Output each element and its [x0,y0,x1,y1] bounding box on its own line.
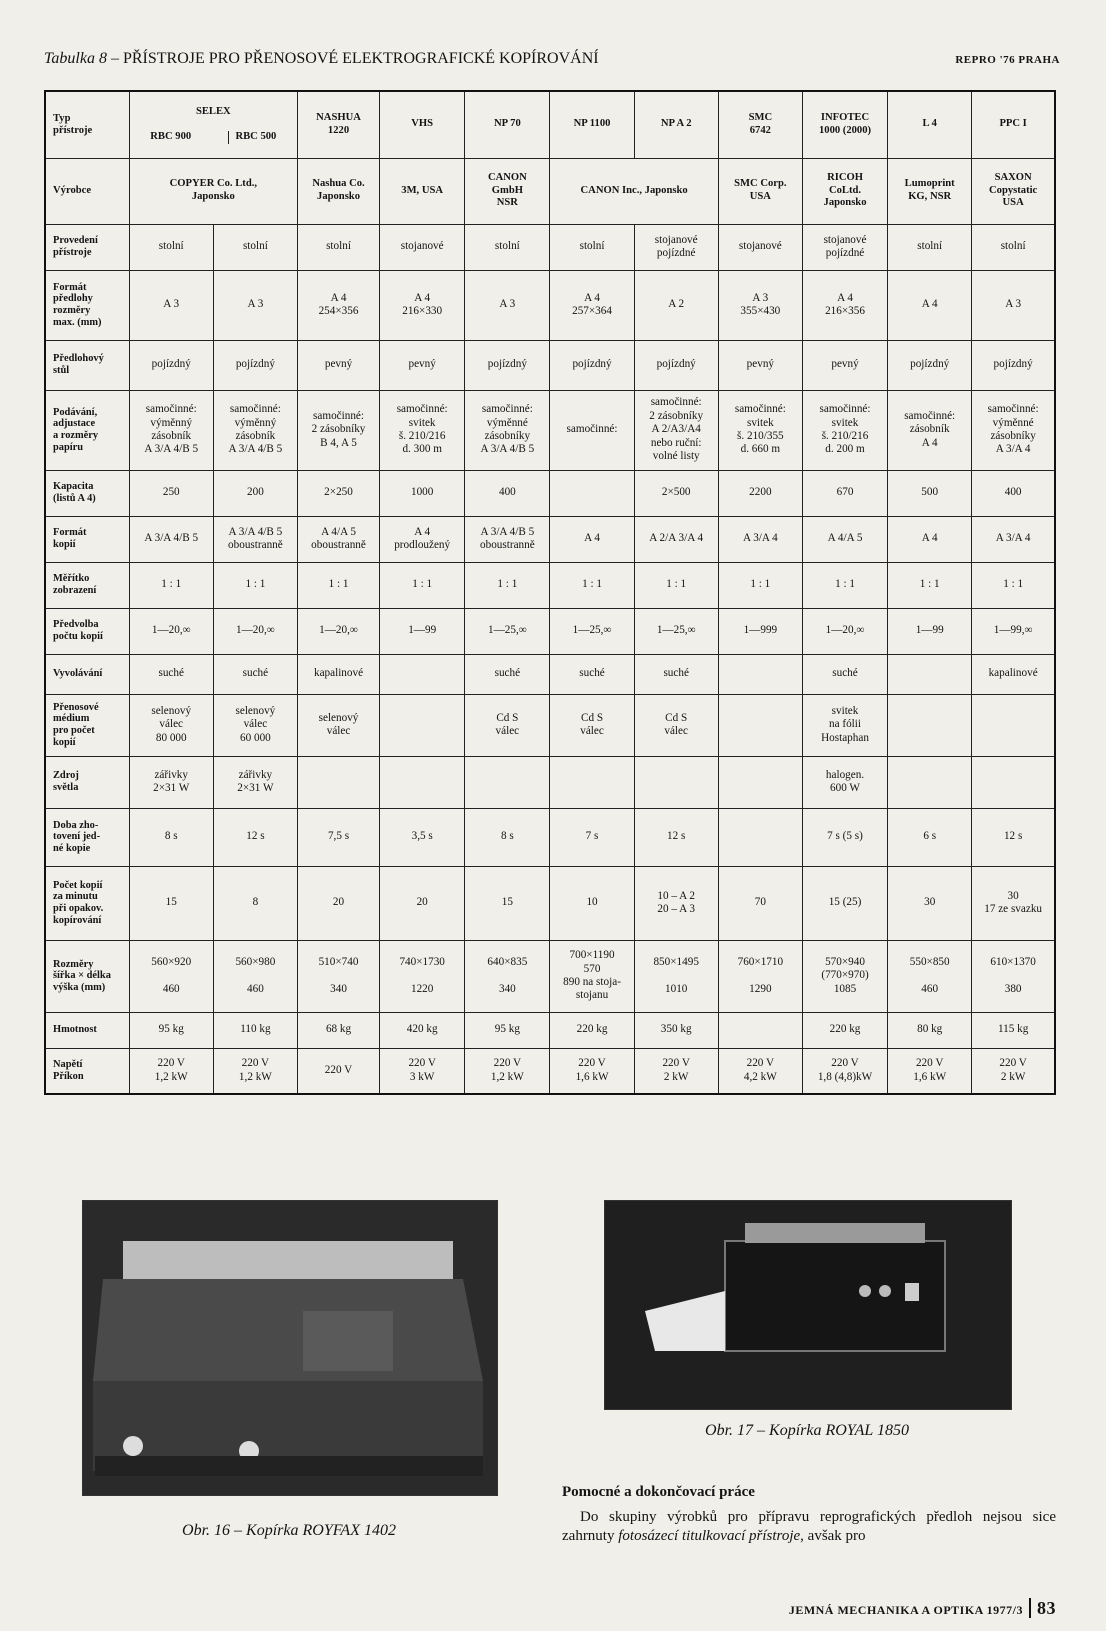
spec-cell [972,756,1055,808]
spec-cell: pojízdný [634,340,718,390]
spec-cell: A 3 [465,270,550,340]
spec-cell: 12 s [972,808,1055,866]
maker-cell: Lumoprint KG, NSR [888,158,972,224]
spec-cell: selenový válec [297,694,379,756]
spec-cell: 10 – A 2 20 – A 3 [634,866,718,940]
spec-cell: 500 [888,470,972,516]
photo-royfax-1402 [82,1200,498,1496]
spec-cell: selenový válec 60 000 [213,694,297,756]
spec-cell: A 4 216×330 [380,270,465,340]
spec-cell: A 3/A 4/B 5 oboustranně [213,516,297,562]
spec-cell [718,1012,802,1048]
spec-cell: samočinné: [550,390,634,470]
page-number: 83 [1029,1598,1056,1618]
spec-cell: suché [802,654,887,694]
caption-lead: Tabulka 8 – [44,50,119,67]
row-label: Měřítko zobrazení [45,562,129,608]
spec-cell: 560×920 460 [129,940,213,1012]
spec-cell: suché [213,654,297,694]
spec-cell: 8 [213,866,297,940]
spec-cell: pojízdný [213,340,297,390]
figure-17-caption: Obr. 17 – Kopírka ROYAL 1850 [705,1422,909,1439]
spec-cell [634,756,718,808]
spec-cell: A 4 prodloužený [380,516,465,562]
spec-cell: 110 kg [213,1012,297,1048]
type-selex [129,91,297,158]
maker-cell: COPYER Co. Ltd., Japonsko [129,158,297,224]
spec-cell: samočinné: svitek š. 210/216 d. 200 m [802,390,887,470]
spec-cell [718,654,802,694]
type-cell: NASHUA 1220 [297,91,379,158]
maker-cell: Nashua Co. Japonsko [297,158,379,224]
maker-cell: CANON Inc., Japonsko [550,158,718,224]
spec-cell: 3,5 s [380,808,465,866]
spec-cell: Cd S válec [550,694,634,756]
spec-row [45,470,1055,516]
figure-16-caption: Obr. 16 – Kopírka ROYFAX 1402 [182,1522,396,1539]
type-cell: VHS [380,91,465,158]
spec-cell [550,756,634,808]
type-cell: NP 1100 [550,91,634,158]
spec-cell: selenový válec 80 000 [129,694,213,756]
row-label: Počet kopií za minutu při opakov. kopírování [45,866,129,940]
spec-cell: 80 kg [888,1012,972,1048]
spec-cell: Cd S válec [634,694,718,756]
copier-photo-icon [605,1201,1011,1409]
spec-cell [465,756,550,808]
spec-cell: pojízdný [129,340,213,390]
type-cell: SMC 6742 [718,91,802,158]
spec-cell: suché [550,654,634,694]
type-cell: NP A 2 [634,91,718,158]
type-cell: PPC I [972,91,1055,158]
spec-cell: 1 : 1 [129,562,213,608]
spec-cell: pojízdný [888,340,972,390]
spec-cell: 7 s (5 s) [802,808,887,866]
spec-cell: samočinné: svitek š. 210/355 d. 660 m [718,390,802,470]
spec-cell: 95 kg [465,1012,550,1048]
type-rbc900: RBC 900 [150,131,192,143]
spec-cell: 700×1190 570 890 na stoja- stojanu [550,940,634,1012]
spec-cell: 2×500 [634,470,718,516]
spec-cell: stojanové pojízdné [802,224,887,270]
spec-cell: 1—20,∞ [802,608,887,654]
spec-row [45,756,1055,808]
row-label: Formát kopií [45,516,129,562]
spec-cell: A 3 [213,270,297,340]
spec-cell: 1 : 1 [972,562,1055,608]
spec-cell: stolní [888,224,972,270]
spec-cell: 1—25,∞ [465,608,550,654]
spec-cell: stolní [297,224,379,270]
spec-cell: A 4 [888,516,972,562]
spec-cell [380,654,465,694]
spec-cell: 760×1710 1290 [718,940,802,1012]
spec-cell: 2×250 [297,470,379,516]
spec-cell: 220 V 4,2 kW [718,1048,802,1094]
spec-cell: 400 [465,470,550,516]
spec-cell: samočinné: 2 zásobníky B 4, A 5 [297,390,379,470]
spec-cell: 570×940 (770×970) 1085 [802,940,887,1012]
spec-cell: 220 V [297,1048,379,1094]
spec-cell: 20 [380,866,465,940]
spec-cell: svitek na fólii Hostaphan [802,694,887,756]
spec-cell: 400 [972,470,1055,516]
row-label: Předlohový stůl [45,340,129,390]
spec-cell: A 3/A 4/B 5 oboustranně [465,516,550,562]
spec-cell: pojízdný [550,340,634,390]
table-caption [44,50,1060,74]
type-row [45,91,1055,158]
spec-row [45,1048,1055,1094]
row-label: Formát předlohy rozměry max. (mm) [45,270,129,340]
spec-cell: 220 kg [550,1012,634,1048]
spec-cell: A 3/A 4 [718,516,802,562]
spec-cell: 7 s [550,808,634,866]
spec-cell: 15 [465,866,550,940]
spec-cell: 550×850 460 [888,940,972,1012]
spec-cell: halogen. 600 W [802,756,887,808]
spec-cell: 8 s [465,808,550,866]
maker-row [45,158,1055,224]
spec-cell: 6 s [888,808,972,866]
spec-cell: pevný [802,340,887,390]
spec-cell: 8 s [129,808,213,866]
spec-cell: 1—999 [718,608,802,654]
spec-cell: 350 kg [634,1012,718,1048]
spec-cell [888,654,972,694]
spec-cell: 2200 [718,470,802,516]
spec-cell: 420 kg [380,1012,465,1048]
row-label: Kapacita (listů A 4) [45,470,129,516]
spec-cell: zářivky 2×31 W [213,756,297,808]
spec-cell: kapalinové [297,654,379,694]
spec-cell [550,470,634,516]
spec-cell: A 4 [888,270,972,340]
row-label: Přenosové médium pro počet kopií [45,694,129,756]
spec-cell: stolní [465,224,550,270]
copier-spec-table [44,90,1056,1095]
spec-cell: samočinné: 2 zásobníky A 2/A3/A4 nebo ruční: volné listy [634,390,718,470]
spec-cell: 115 kg [972,1012,1055,1048]
spec-cell [297,756,379,808]
spec-cell: 220 V 1,8 (4,8)kW [802,1048,887,1094]
spec-cell: A 3 355×430 [718,270,802,340]
spec-cell: pojízdný [972,340,1055,390]
spec-cell: samočinné: výměnné zásobníky A 3/A 4 [972,390,1055,470]
spec-cell: 1—20,∞ [297,608,379,654]
spec-cell: A 3 [972,270,1055,340]
spec-cell: 220 V 1,6 kW [550,1048,634,1094]
spec-cell: A 4/A 5 oboustranně [297,516,379,562]
spec-cell: suché [129,654,213,694]
row-label: Předvolba počtu kopií [45,608,129,654]
spec-cell: A 4/A 5 [802,516,887,562]
maker-cell: CANON GmbH NSR [465,158,550,224]
spec-cell: 15 (25) [802,866,887,940]
spec-cell: samočinné: výměnný zásobník A 3/A 4/B 5 [129,390,213,470]
spec-cell: samočinné: svitek š. 210/216 d. 300 m [380,390,465,470]
spec-cell: stolní [129,224,213,270]
row-label: Doba zho- tovení jed- né kopie [45,808,129,866]
spec-cell: A 3 [129,270,213,340]
row-label: Typ přístroje [45,91,129,158]
spec-cell: 670 [802,470,887,516]
spec-cell: 1 : 1 [634,562,718,608]
spec-row [45,390,1055,470]
spec-cell: stojanové pojízdné [634,224,718,270]
spec-cell: 1—20,∞ [129,608,213,654]
spec-cell: 7,5 s [297,808,379,866]
spec-cell: 1—99 [888,608,972,654]
spec-row [45,940,1055,1012]
selex-group-label: SELEX [195,105,231,117]
spec-cell: 1 : 1 [550,562,634,608]
spec-cell: 220 kg [802,1012,887,1048]
spec-cell [718,808,802,866]
spec-cell: 510×740 340 [297,940,379,1012]
spec-cell: pevný [380,340,465,390]
spec-cell: 220 V 1,6 kW [888,1048,972,1094]
spec-row [45,808,1055,866]
spec-cell: 1000 [380,470,465,516]
spec-cell: 1—25,∞ [550,608,634,654]
spec-cell: A 4 254×356 [297,270,379,340]
row-label: Rozměry šířka × délka výška (mm) [45,940,129,1012]
spec-cell: kapalinové [972,654,1055,694]
spec-cell: 68 kg [297,1012,379,1048]
spec-cell: 200 [213,470,297,516]
spec-cell: 20 [297,866,379,940]
spec-cell: stolní [213,224,297,270]
caption-title: PŘÍSTROJE PRO PŘENOSOVÉ ELEKTROGRAFICKÉ KOPÍROVÁNÍ [122,50,599,67]
spec-row [45,562,1055,608]
spec-row [45,270,1055,340]
spec-cell: 1 : 1 [802,562,887,608]
spec-cell [718,756,802,808]
paragraph-emphasis: fotosázecí titulkovací přístroje [618,1528,801,1544]
spec-cell: 95 kg [129,1012,213,1048]
spec-row [45,516,1055,562]
spec-cell: 12 s [213,808,297,866]
spec-cell: 220 V 3 kW [380,1048,465,1094]
spec-cell: 70 [718,866,802,940]
spec-cell: 640×835 340 [465,940,550,1012]
spec-row [45,1012,1055,1048]
spec-row [45,608,1055,654]
spec-cell: pevný [718,340,802,390]
spec-row [45,866,1055,940]
type-rbc500: RBC 500 [228,131,276,144]
spec-cell: 30 17 ze svazku [972,866,1055,940]
spec-cell: 1 : 1 [888,562,972,608]
spec-cell: 1 : 1 [297,562,379,608]
spec-cell: stojanové [380,224,465,270]
spec-cell: A 4 257×364 [550,270,634,340]
spec-cell: Cd S válec [465,694,550,756]
page-footer [789,1598,1056,1619]
spec-cell [972,694,1055,756]
row-label: Napětí Příkon [45,1048,129,1094]
copier-photo-icon [83,1201,497,1495]
article-paragraph [562,1508,1056,1546]
row-label: Výrobce [45,158,129,224]
photo-royal-1850 [604,1200,1012,1410]
spec-cell: 10 [550,866,634,940]
spec-cell [380,756,465,808]
spec-cell: 220 V 1,2 kW [465,1048,550,1094]
spec-cell: 30 [888,866,972,940]
spec-cell [888,756,972,808]
spec-cell: 560×980 460 [213,940,297,1012]
spec-cell: stolní [972,224,1055,270]
spec-cell: 220 V 2 kW [972,1048,1055,1094]
type-cell: L 4 [888,91,972,158]
spec-cell: 220 V 2 kW [634,1048,718,1094]
spec-cell: 1—99 [380,608,465,654]
paragraph-text-b: , avšak pro [800,1528,866,1544]
spec-cell: 220 V 1,2 kW [129,1048,213,1094]
maker-cell: SMC Corp. USA [718,158,802,224]
spec-cell: samočinné: výměnné zásobníky A 3/A 4/B 5 [465,390,550,470]
spec-cell: 220 V 1,2 kW [213,1048,297,1094]
spec-row [45,224,1055,270]
spec-cell [380,694,465,756]
spec-cell: A 4 216×356 [802,270,887,340]
spec-cell: 1 : 1 [380,562,465,608]
spec-cell: zářivky 2×31 W [129,756,213,808]
spec-cell: 1—20,∞ [213,608,297,654]
spec-cell: 1 : 1 [718,562,802,608]
maker-cell: RICOH CoLtd. Japonsko [802,158,887,224]
spec-cell: 850×1495 1010 [634,940,718,1012]
spec-cell: stolní [550,224,634,270]
maker-cell: 3M, USA [380,158,465,224]
paragraph-text-a: Do skupiny výrobků pro přípravu reprografických předloh nejsou sice zahrnuty [562,1509,1056,1544]
spec-cell: pevný [297,340,379,390]
spec-cell: 15 [129,866,213,940]
spec-cell: A 2 [634,270,718,340]
row-label: Provedení přístroje [45,224,129,270]
spec-row [45,654,1055,694]
row-label: Podávání, adjustace a rozměry papíru [45,390,129,470]
caption-source: REPRO '76 PRAHA [955,54,1060,66]
row-label: Zdroj světla [45,756,129,808]
spec-cell: A 3/A 4 [972,516,1055,562]
spec-cell: 740×1730 1220 [380,940,465,1012]
spec-cell: stojanové [718,224,802,270]
spec-cell: A 4 [550,516,634,562]
spec-cell: 1 : 1 [213,562,297,608]
section-heading: Pomocné a dokončovací práce [562,1484,755,1500]
spec-cell: 610×1370 380 [972,940,1055,1012]
spec-cell: A 3/A 4/B 5 [129,516,213,562]
type-cell: INFOTEC 1000 (2000) [802,91,887,158]
row-label: Hmotnost [45,1012,129,1048]
type-cell: NP 70 [465,91,550,158]
spec-cell [888,694,972,756]
row-label: Vyvolávání [45,654,129,694]
spec-cell: 250 [129,470,213,516]
spec-cell: 1—99,∞ [972,608,1055,654]
spec-cell: 12 s [634,808,718,866]
spec-cell [718,694,802,756]
spec-cell: 1 : 1 [465,562,550,608]
spec-cell: samočinné: výměnný zásobník A 3/A 4/B 5 [213,390,297,470]
maker-cell: SAXON Copystatic USA [972,158,1055,224]
spec-row [45,340,1055,390]
spec-cell: suché [634,654,718,694]
spec-cell: suché [465,654,550,694]
spec-cell: pojízdný [465,340,550,390]
spec-row [45,694,1055,756]
spec-cell: 1—25,∞ [634,608,718,654]
spec-cell: A 2/A 3/A 4 [634,516,718,562]
spec-cell: samočinné: zásobník A 4 [888,390,972,470]
journal-name: JEMNÁ MECHANIKA A OPTIKA 1977/3 [788,1603,1023,1617]
